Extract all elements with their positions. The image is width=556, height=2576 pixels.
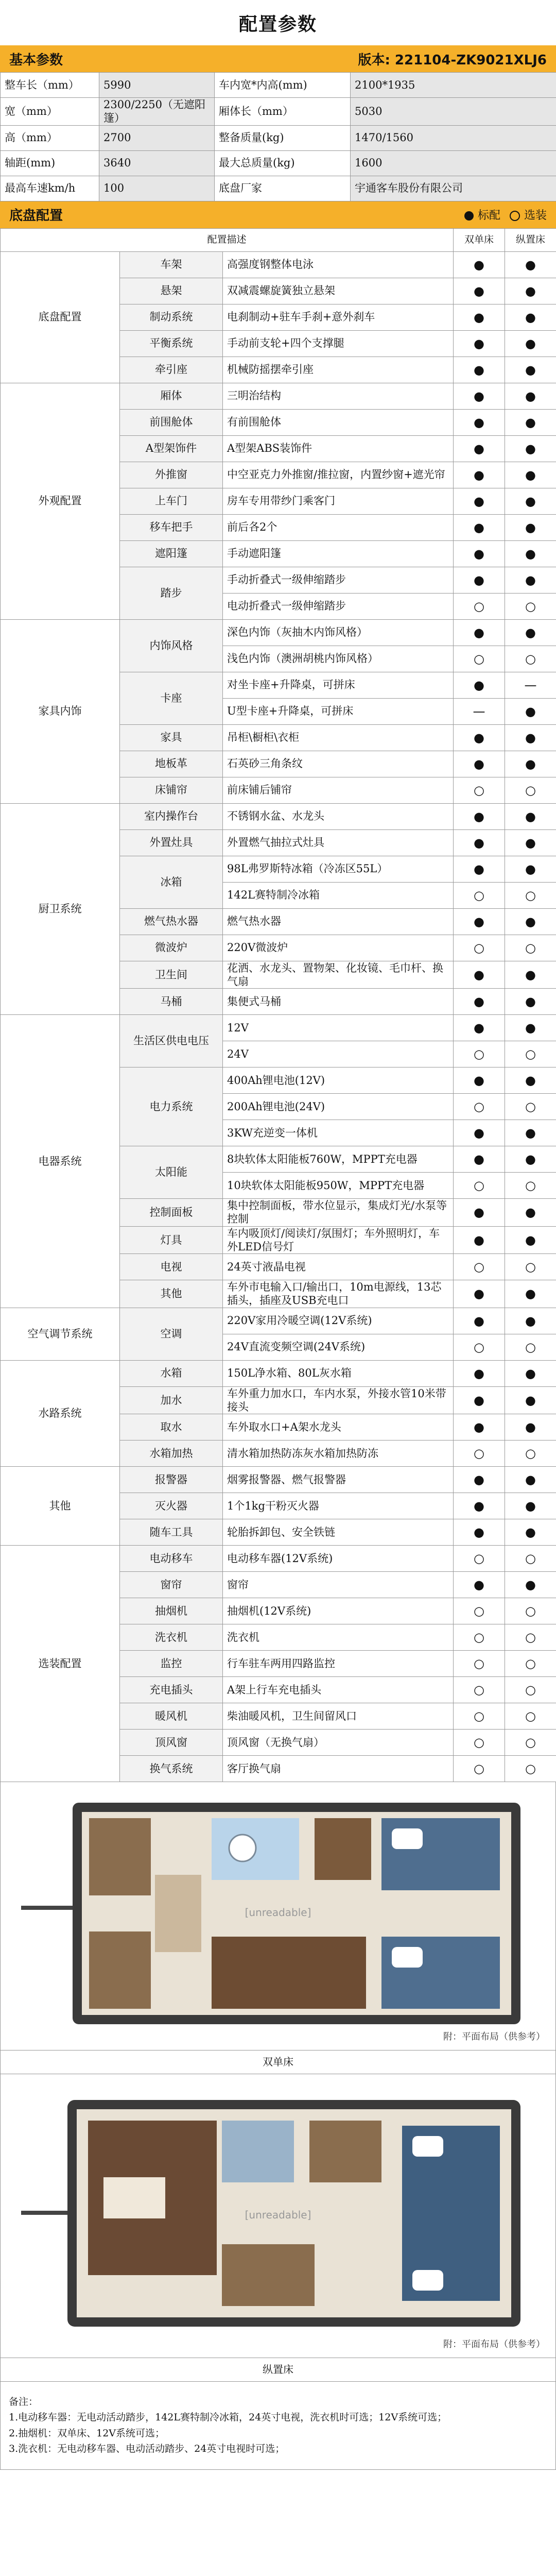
config-mark: ● (505, 1226, 556, 1254)
config-description: 1个1kg干粉灭火器 (223, 1493, 454, 1519)
param-value: 宇通客车股份有限公司 (351, 176, 556, 201)
config-mark: ○ (505, 1546, 556, 1572)
config-mark: ● (454, 1519, 505, 1546)
config-item: 冰箱 (120, 856, 223, 908)
config-mark: ○ (505, 1624, 556, 1651)
config-mark: ○ (505, 1041, 556, 1067)
param-value: 2700 (99, 125, 215, 150)
config-description: 深色内饰（灰抽木内饰风格） (223, 619, 454, 646)
config-description: 车外取水口+A架水龙头 (223, 1414, 454, 1440)
config-description: 手动遮阳篷 (223, 540, 454, 567)
config-category: 家具内饰 (1, 619, 120, 803)
config-mark: ○ (505, 1651, 556, 1677)
config-mark: ● (454, 1120, 505, 1146)
config-mark: ● (454, 989, 505, 1015)
config-mark: ● (505, 435, 556, 462)
config-description: A架上行车充电插头 (223, 1677, 454, 1703)
basic-row (1, 73, 556, 98)
config-mark: ○ (505, 1598, 556, 1624)
config-mark: ● (454, 278, 505, 304)
config-mark: ● (505, 1146, 556, 1173)
config-mark: ○ (454, 1173, 505, 1199)
config-mark: ● (505, 251, 556, 278)
config-mark: ● (454, 488, 505, 514)
config-item: 外推窗 (120, 462, 223, 488)
config-description: 前床铺后铺帘 (223, 777, 454, 803)
config-table (0, 228, 556, 1783)
config-mark: ● (454, 803, 505, 829)
param-value: 3640 (99, 150, 215, 176)
config-item: 卫生间 (120, 961, 223, 989)
config-category: 底盘配置 (1, 251, 120, 383)
config-row (1, 1360, 556, 1386)
config-mark: ● (505, 330, 556, 357)
config-item: 抽烟机 (120, 1598, 223, 1624)
param-label: 整车长（mm） (1, 73, 99, 98)
config-mark: ● (505, 383, 556, 409)
config-description: 房车专用带纱门乘客门 (223, 488, 454, 514)
param-label: 高（mm） (1, 125, 99, 150)
config-item: 电动移车 (120, 1546, 223, 1572)
config-mark: ○ (454, 882, 505, 908)
config-category: 厨卫系统 (1, 803, 120, 1015)
config-mark: ● (454, 829, 505, 856)
config-mark: ○ (454, 935, 505, 961)
config-band-label: 底盘配置 (9, 208, 63, 224)
config-description: 三明治结构 (223, 383, 454, 409)
param-label: 宽（mm） (1, 98, 99, 126)
floorplan-twin-bed-image (1, 1782, 555, 2050)
config-mark: — (505, 672, 556, 698)
config-mark: ● (454, 724, 505, 751)
basic-row (1, 176, 556, 201)
config-description: 浅色内饰（澳洲胡桃内饰风格） (223, 646, 454, 672)
config-mark: ● (505, 908, 556, 935)
config-mark: ● (505, 462, 556, 488)
basic-params-label: 基本参数 (9, 52, 63, 68)
config-item: 太阳能 (120, 1146, 223, 1199)
param-label: 最高车速km/h (1, 176, 99, 201)
config-item: 水箱 (120, 1360, 223, 1386)
header-desc: 配置描述 (1, 228, 454, 251)
config-item: 床铺帘 (120, 777, 223, 803)
config-mark: ● (454, 1414, 505, 1440)
config-mark: ● (505, 1414, 556, 1440)
config-mark: ● (505, 1386, 556, 1414)
config-description: 电动移车器(12V系统) (223, 1546, 454, 1572)
basic-row (1, 150, 556, 176)
config-description: 8块软体太阳能板760W，MPPT充电器 (223, 1146, 454, 1173)
config-mark: ● (505, 619, 556, 646)
config-mark: ● (454, 330, 505, 357)
floorplan-note: 附：平面布局（供参考） (443, 2031, 545, 2042)
config-item: 燃气热水器 (120, 908, 223, 935)
config-item: 随车工具 (120, 1519, 223, 1546)
hollow-dot-icon (510, 211, 520, 221)
config-category: 外观配置 (1, 383, 120, 619)
config-row (1, 1467, 556, 1493)
config-mark: ○ (454, 1703, 505, 1730)
config-mark: ● (454, 751, 505, 777)
config-mark: ○ (454, 1624, 505, 1651)
svg-text:[unreadable]: [unreadable] (245, 2209, 311, 2221)
config-mark: ● (454, 383, 505, 409)
config-description: 车内吸顶灯/阅读灯/氛围灯；车外照明灯，车外LED信号灯 (223, 1226, 454, 1254)
config-item: 踏步 (120, 567, 223, 619)
config-mark: ● (505, 357, 556, 383)
config-item: 马桶 (120, 989, 223, 1015)
config-mark: — (454, 698, 505, 724)
note-line: 3.洗衣机：无电动移车器、电动活动踏步、24英寸电视时可选； (9, 2443, 285, 2455)
header-col1: 双单床 (454, 228, 505, 251)
config-description: 外置燃气抽拉式灶具 (223, 829, 454, 856)
config-mark: ● (505, 1467, 556, 1493)
config-mark: ● (454, 1493, 505, 1519)
config-description: 石英砂三角条纹 (223, 751, 454, 777)
config-mark: ● (505, 803, 556, 829)
config-description: 顶风窗（无换气扇） (223, 1730, 454, 1756)
config-mark: ● (505, 488, 556, 514)
config-item: 制动系统 (120, 304, 223, 330)
config-description: U型卡座+升降桌，可拼床 (223, 698, 454, 724)
config-item: 卡座 (120, 672, 223, 724)
config-mark: ○ (454, 1651, 505, 1677)
floorplan-caption: 双单床 (0, 2050, 556, 2074)
config-mark: ● (505, 856, 556, 882)
note-line: 1.电动移车器：无电动活动踏步，142L赛特制冷冰箱，24英寸电视，洗衣机时可选；12V系统可选； (9, 2412, 447, 2424)
config-mark: ○ (454, 646, 505, 672)
config-description: 吊柜\橱柜\衣柜 (223, 724, 454, 751)
config-mark: ● (505, 1493, 556, 1519)
param-label: 最大总质量(kg) (215, 150, 351, 176)
config-item: 报警器 (120, 1467, 223, 1493)
basic-params-table (0, 72, 556, 201)
config-description: 花洒、水龙头、置物架、化妆镜、毛巾杆、换气扇 (223, 961, 454, 989)
config-mark: ● (505, 698, 556, 724)
config-description: 不锈钢水盆、水龙头 (223, 803, 454, 829)
config-description: 142L赛特制冷冰箱 (223, 882, 454, 908)
config-mark: ● (454, 1386, 505, 1414)
config-item: 顶风窗 (120, 1730, 223, 1756)
config-category: 水路系统 (1, 1360, 120, 1467)
config-item: 灯具 (120, 1226, 223, 1254)
config-mark: ○ (454, 1598, 505, 1624)
config-item: 移车把手 (120, 514, 223, 540)
config-item: 平衡系统 (120, 330, 223, 357)
config-category: 空气调节系统 (1, 1308, 120, 1360)
config-mark: ● (505, 304, 556, 330)
param-label: 车内宽*内高(mm) (215, 73, 351, 98)
config-mark: ○ (454, 1334, 505, 1360)
config-item: 监控 (120, 1651, 223, 1677)
config-row (1, 619, 556, 646)
config-description: 窗帘 (223, 1572, 454, 1598)
config-description: 400Ah锂电池(12V) (223, 1067, 454, 1094)
config-mark: ● (505, 961, 556, 989)
config-mark: ● (454, 514, 505, 540)
config-description: 24V直流变频空调(24V系统) (223, 1334, 454, 1360)
config-item: 牵引座 (120, 357, 223, 383)
config-mark: ○ (454, 777, 505, 803)
config-category: 电器系统 (1, 1015, 120, 1308)
config-description: 轮胎拆卸包、安全铁链 (223, 1519, 454, 1546)
config-description: 12V (223, 1015, 454, 1041)
config-mark: ○ (454, 1041, 505, 1067)
config-mark: ● (454, 462, 505, 488)
config-mark: ○ (505, 1730, 556, 1756)
config-description: 98L弗罗斯特冰箱（冷冻区55L） (223, 856, 454, 882)
config-row (1, 803, 556, 829)
config-row (1, 383, 556, 409)
config-description: 柴油暖风机，卫生间留风口 (223, 1703, 454, 1730)
basic-row (1, 125, 556, 150)
config-item: 悬架 (120, 278, 223, 304)
param-label: 轴距(mm) (1, 150, 99, 176)
config-row (1, 1546, 556, 1572)
floorplan-note: 附：平面布局（供参考） (443, 2339, 545, 2350)
config-mark: ● (505, 1067, 556, 1094)
page-title: 配置参数 (238, 13, 317, 35)
config-description: 车外重力加水口，车内水泵，外接水管10米带接头 (223, 1386, 454, 1414)
config-mark: ○ (505, 646, 556, 672)
config-mark: ● (454, 1360, 505, 1386)
config-mark: ● (505, 989, 556, 1015)
note-line: 2.抽烟机：双单床、12V系统可选； (9, 2427, 165, 2439)
config-mark: ● (454, 1146, 505, 1173)
config-item: 内饰风格 (120, 619, 223, 672)
config-band (0, 201, 556, 228)
config-mark: ● (454, 1199, 505, 1227)
config-mark: ● (505, 1360, 556, 1386)
config-mark: ● (454, 856, 505, 882)
config-row (1, 1308, 556, 1334)
config-item: 厢体 (120, 383, 223, 409)
config-mark: ● (454, 1015, 505, 1041)
param-label: 整备质量(kg) (215, 125, 351, 150)
config-item: 控制面板 (120, 1199, 223, 1227)
config-description: 有前围舱体 (223, 409, 454, 435)
config-category: 其他 (1, 1467, 120, 1546)
config-mark: ○ (454, 1756, 505, 1782)
config-mark: ● (505, 751, 556, 777)
config-mark: ○ (505, 1440, 556, 1467)
config-mark: ● (454, 304, 505, 330)
config-item: 地板革 (120, 751, 223, 777)
config-item: 家具 (120, 724, 223, 751)
config-mark: ● (454, 1308, 505, 1334)
param-value: 1600 (351, 150, 556, 176)
config-item: 前围舱体 (120, 409, 223, 435)
config-item: 电力系统 (120, 1067, 223, 1146)
config-description: 200Ah锂电池(24V) (223, 1094, 454, 1120)
config-description: 24英寸液晶电视 (223, 1254, 454, 1280)
config-mark: ● (454, 567, 505, 593)
config-mark: ● (454, 540, 505, 567)
config-mark: ● (505, 1120, 556, 1146)
param-value: 5030 (351, 98, 556, 126)
config-mark: ○ (454, 1730, 505, 1756)
config-description: 手动前支轮+四个支撑腿 (223, 330, 454, 357)
config-description: 电动折叠式一级伸缩踏步 (223, 593, 454, 619)
config-mark: ● (505, 278, 556, 304)
config-mark: ● (454, 1067, 505, 1094)
config-mark: ● (505, 514, 556, 540)
config-mark: ○ (454, 1094, 505, 1120)
config-item: 暖风机 (120, 1703, 223, 1730)
notes (0, 2382, 556, 2470)
param-value: 5990 (99, 73, 215, 98)
config-description: 集便式马桶 (223, 989, 454, 1015)
legend-standard: 标配 (464, 207, 500, 223)
config-mark: ● (454, 251, 505, 278)
config-description: 清水箱加热防冻灰水箱加热防冻 (223, 1440, 454, 1467)
config-description: 双减震螺旋簧独立悬架 (223, 278, 454, 304)
config-description: 中空亚克力外推窗/推拉窗，内置纱窗+遮光帘 (223, 462, 454, 488)
filled-dot-icon (464, 211, 474, 221)
config-description: 抽烟机(12V系统) (223, 1598, 454, 1624)
config-description: 3KW充逆变一体机 (223, 1120, 454, 1146)
config-mark: ● (454, 1280, 505, 1308)
svg-text:[unreadable]: [unreadable] (245, 1906, 311, 1919)
config-mark: ● (454, 357, 505, 383)
config-mark: ● (454, 409, 505, 435)
note-line: 备注： (9, 2396, 39, 2408)
config-description: 220V微波炉 (223, 935, 454, 961)
config-mark: ● (454, 672, 505, 698)
config-mark: ○ (454, 593, 505, 619)
config-item: 换气系统 (120, 1756, 223, 1782)
config-item: 其他 (120, 1280, 223, 1308)
config-mark: ○ (505, 593, 556, 619)
config-item: 充电插头 (120, 1677, 223, 1703)
config-description: 220V家用冷暖空调(12V系统) (223, 1308, 454, 1334)
config-item: 车架 (120, 251, 223, 278)
config-item: 取水 (120, 1414, 223, 1440)
floorplan-longitudinal-bed (0, 2074, 556, 2358)
config-description: 客厅换气扇 (223, 1756, 454, 1782)
config-item: 水箱加热 (120, 1440, 223, 1467)
config-mark: ○ (454, 1677, 505, 1703)
config-description: 10块软体太阳能板950W，MPPT充电器 (223, 1173, 454, 1199)
param-value: 2300/2250（无遮阳篷） (99, 98, 215, 126)
config-mark: ● (505, 1519, 556, 1546)
config-mark: ● (454, 435, 505, 462)
config-description: 行车驻车两用四路监控 (223, 1651, 454, 1677)
config-mark: ● (505, 1308, 556, 1334)
config-description: A型架ABS装饰件 (223, 435, 454, 462)
config-item: 微波炉 (120, 935, 223, 961)
config-item: 电视 (120, 1254, 223, 1280)
config-description: 150L净水箱、80L灰水箱 (223, 1360, 454, 1386)
config-mark: ● (454, 619, 505, 646)
config-description: 前后各2个 (223, 514, 454, 540)
legend-optional: 选装 (510, 207, 547, 223)
floorplan-twin-bed (0, 1782, 556, 2050)
config-mark: ● (505, 540, 556, 567)
config-mark: ● (505, 1015, 556, 1041)
config-header-row (1, 228, 556, 251)
config-mark: ● (505, 1199, 556, 1227)
config-mark: ○ (505, 1756, 556, 1782)
config-mark: ● (454, 1572, 505, 1598)
config-item: 灭火器 (120, 1493, 223, 1519)
floorplan-caption: 纵置床 (0, 2358, 556, 2382)
config-mark: ● (505, 409, 556, 435)
config-row (1, 1015, 556, 1041)
config-mark: ● (505, 1572, 556, 1598)
config-description: 车外市电输入口/输出口，10m电源线，13芯插头，插座及USB充电口 (223, 1280, 454, 1308)
config-mark: ● (454, 1226, 505, 1254)
header-col2: 纵置床 (505, 228, 556, 251)
config-mark: ○ (505, 1334, 556, 1360)
config-mark: ● (454, 908, 505, 935)
config-description: 烟雾报警器、燃气报警器 (223, 1467, 454, 1493)
config-item: 空调 (120, 1308, 223, 1360)
basic-row (1, 98, 556, 126)
config-mark: ● (505, 1280, 556, 1308)
config-item: 室内操作台 (120, 803, 223, 829)
param-value: 2100*1935 (351, 73, 556, 98)
config-mark: ○ (505, 935, 556, 961)
config-row (1, 251, 556, 278)
config-item: 窗帘 (120, 1572, 223, 1598)
config-description: 集中控制面板，带水位显示，集成灯光/水泵等控制 (223, 1199, 454, 1227)
config-mark: ● (454, 1467, 505, 1493)
config-mark: ○ (505, 1254, 556, 1280)
config-description: 高强度钢整体电泳 (223, 251, 454, 278)
config-mark: ○ (505, 1677, 556, 1703)
config-mark: ● (454, 961, 505, 989)
config-description: 24V (223, 1041, 454, 1067)
config-description: 燃气热水器 (223, 908, 454, 935)
param-label: 厢体长（mm） (215, 98, 351, 126)
param-label: 底盘厂家 (215, 176, 351, 201)
basic-params-band (0, 45, 556, 72)
config-item: 外置灶具 (120, 829, 223, 856)
config-description: 对坐卡座+升降桌，可拼床 (223, 672, 454, 698)
config-mark: ○ (505, 777, 556, 803)
config-mark: ○ (505, 1173, 556, 1199)
config-description: 手动折叠式一级伸缩踏步 (223, 567, 454, 593)
config-category: 选装配置 (1, 1546, 120, 1782)
config-mark: ○ (454, 1440, 505, 1467)
config-item: 上车门 (120, 488, 223, 514)
config-item: 生活区供电电压 (120, 1015, 223, 1067)
config-mark: ○ (505, 1703, 556, 1730)
config-mark: ● (505, 724, 556, 751)
config-mark: ○ (454, 1546, 505, 1572)
config-description: 电刹制动+驻车手刹+意外刹车 (223, 304, 454, 330)
config-description: 洗衣机 (223, 1624, 454, 1651)
config-item: 遮阳篷 (120, 540, 223, 567)
config-item: A型架饰件 (120, 435, 223, 462)
config-mark: ● (505, 567, 556, 593)
param-value: 1470/1560 (351, 125, 556, 150)
floorplan-longitudinal-bed-image (1, 2074, 555, 2358)
version-label: 版本: 221104-ZK9021XLJ6 (358, 52, 547, 68)
param-value: 100 (99, 176, 215, 201)
config-description: 机械防摇摆牵引座 (223, 357, 454, 383)
config-mark: ● (505, 829, 556, 856)
config-item: 洗衣机 (120, 1624, 223, 1651)
config-mark: ○ (505, 882, 556, 908)
config-mark: ○ (454, 1254, 505, 1280)
config-item: 加水 (120, 1386, 223, 1414)
legend (464, 207, 547, 223)
config-mark: ○ (505, 1094, 556, 1120)
